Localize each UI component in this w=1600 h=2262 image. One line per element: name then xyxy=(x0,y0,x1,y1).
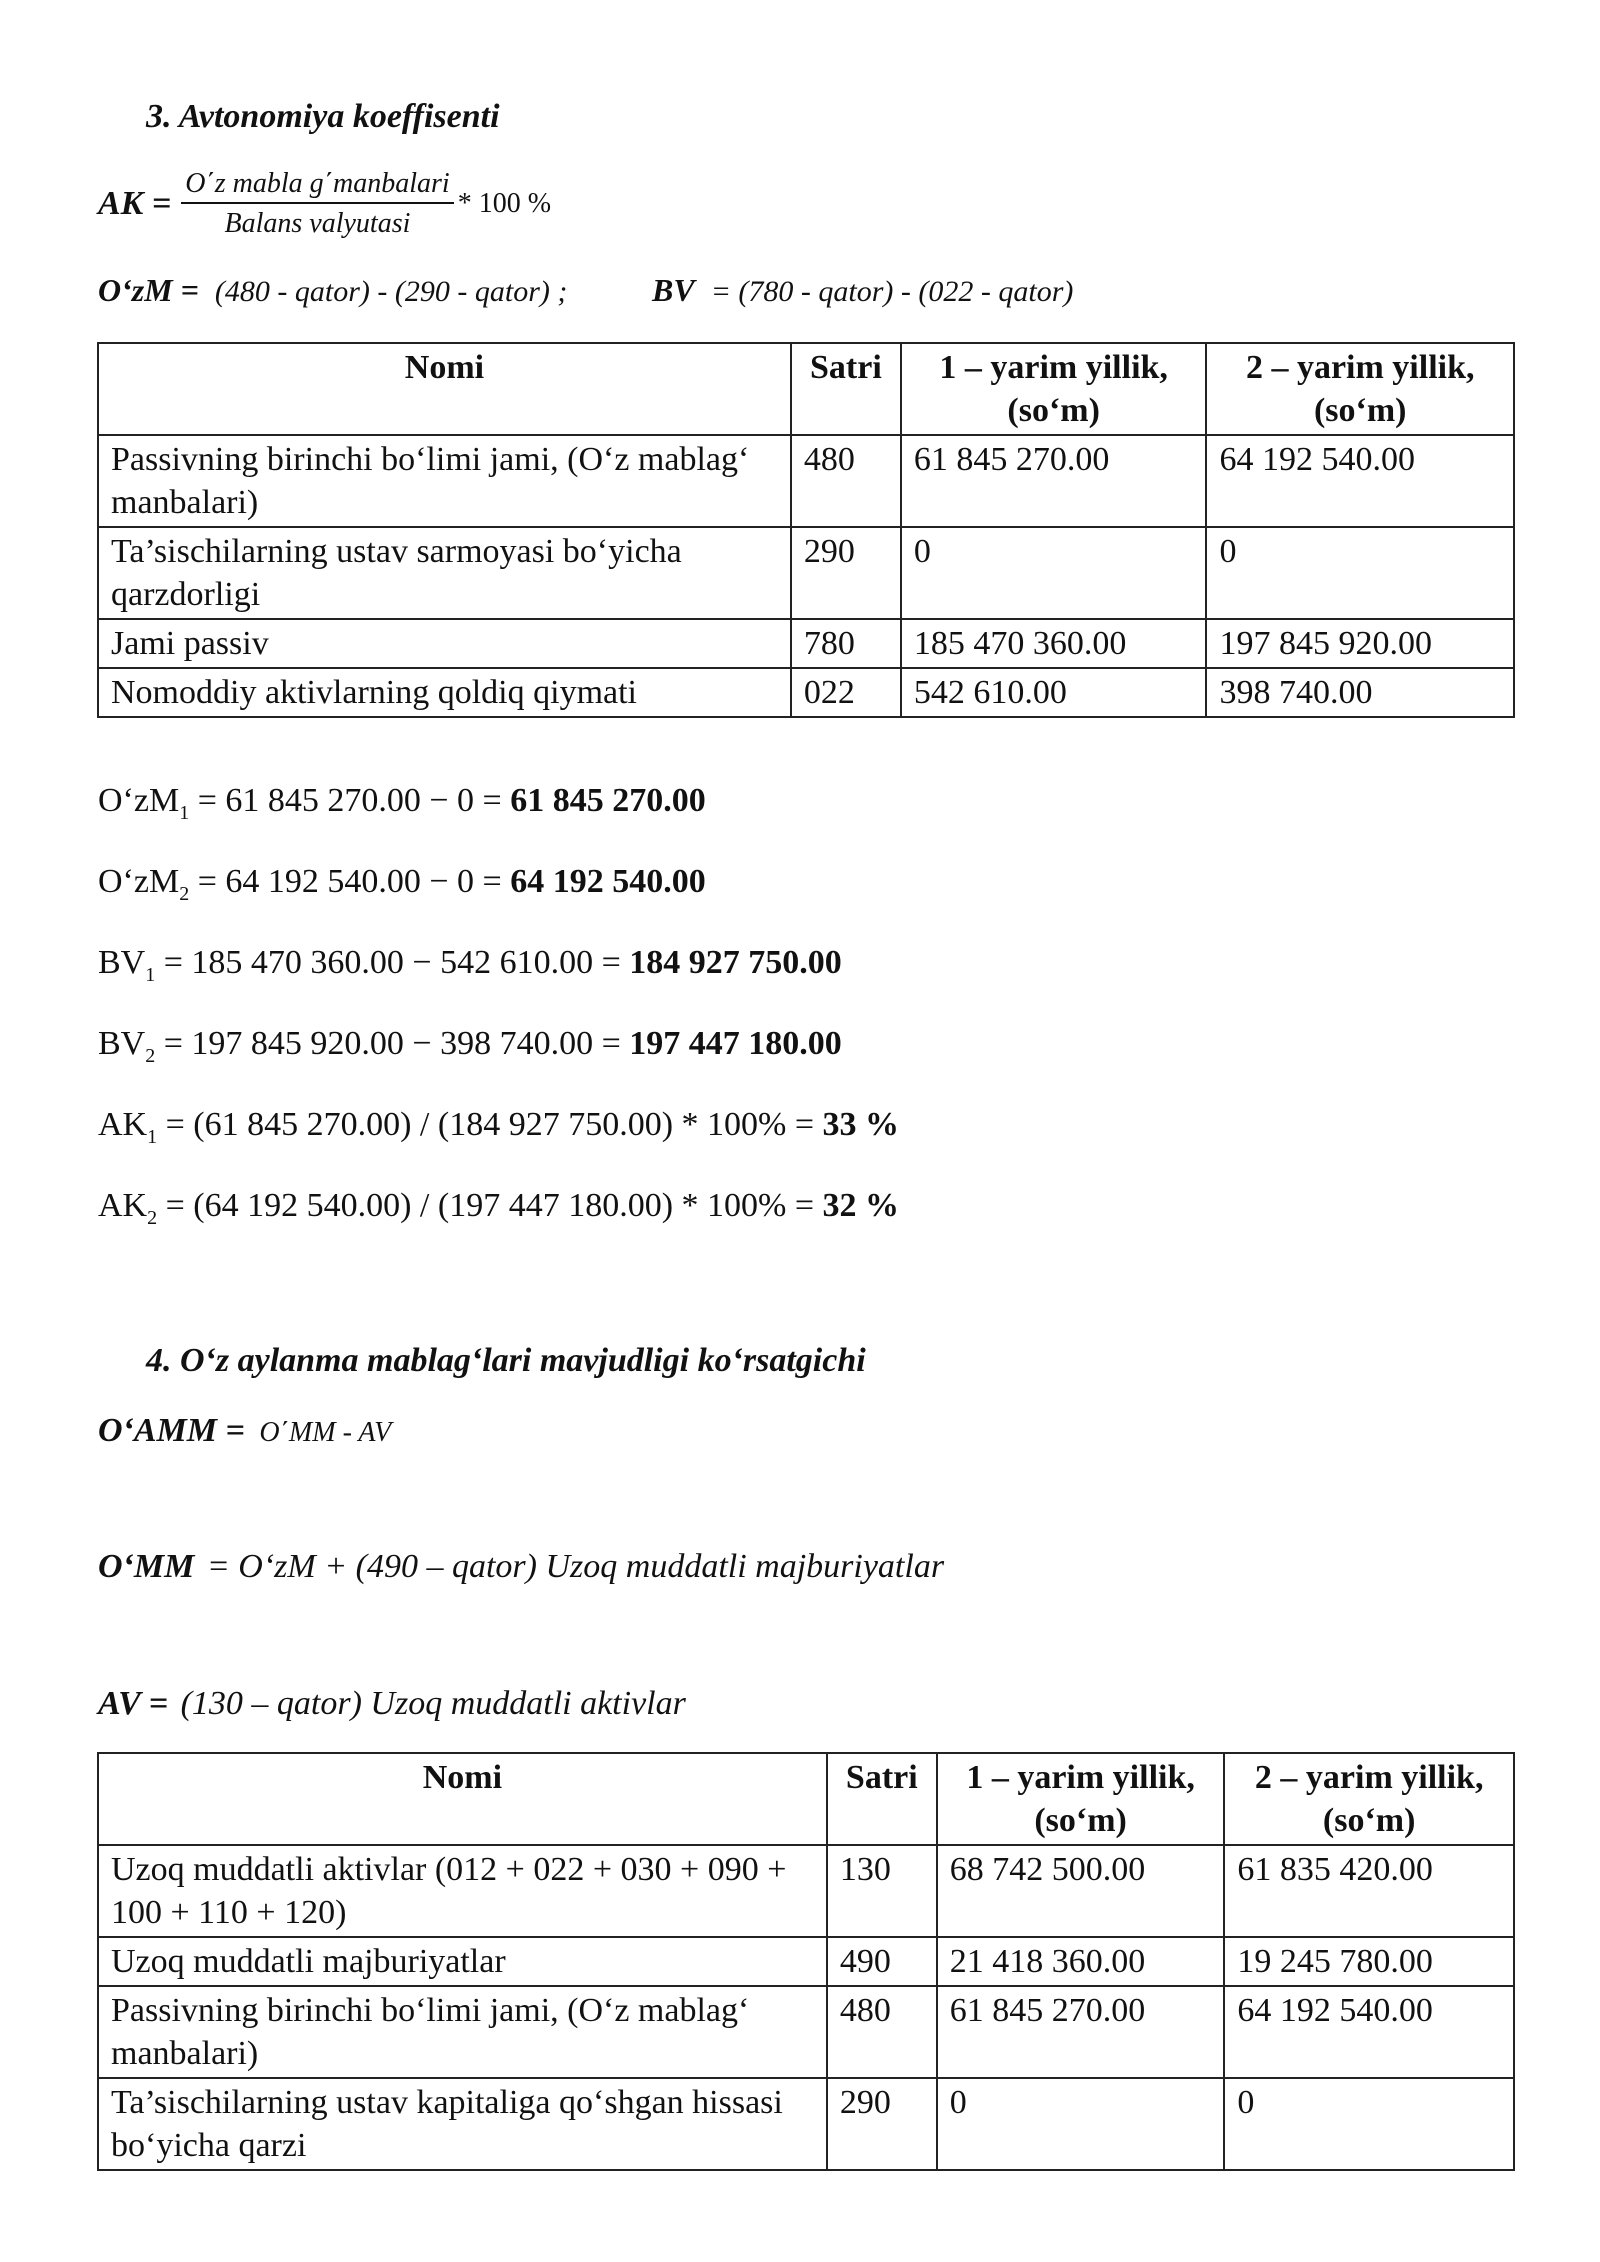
calc-sub: 1 xyxy=(179,801,190,824)
fraction-numerator: O΄z mabla g΄manbalari xyxy=(181,168,453,204)
table-1 xyxy=(97,342,1515,718)
cell-satri: 290 xyxy=(827,2078,937,2170)
table-row xyxy=(98,1986,1514,2078)
table-row xyxy=(98,619,1514,668)
cell-satri: 780 xyxy=(791,619,901,668)
ozm-expression: (480 - qator) - (290 - qator) ; xyxy=(214,275,568,308)
table-header-row xyxy=(98,343,1514,435)
oamm-formula xyxy=(98,1412,391,1450)
ozm-label: O‘zM = xyxy=(98,272,199,308)
calc-expr: = 61 845 270.00 − 0 = xyxy=(189,782,511,819)
calc-result: 33 % xyxy=(822,1106,900,1143)
av-label: AV = xyxy=(98,1685,169,1722)
ak-fraction xyxy=(181,168,453,240)
header-period-1: 1 – yarim yillik, (so‘m) xyxy=(901,343,1207,435)
cell-satri: 480 xyxy=(791,435,901,527)
calc-sub: 2 xyxy=(147,1206,158,1229)
cell-satri: 022 xyxy=(791,668,901,717)
cell-nomi: Nomoddiy aktivlarning qoldiq qiymati xyxy=(98,668,791,717)
ak-formula xyxy=(98,168,551,240)
cell-nomi: Ta’sischilarning ustav kapitaliga qo‘shgan hissasi bo‘yicha qarzi xyxy=(98,2078,827,2170)
calc-line-ozm-1 xyxy=(98,782,706,825)
header-period-1: 1 – yarim yillik, (so‘m) xyxy=(937,1753,1225,1845)
calc-expr: = (64 192 540.00) / (197 447 180.00) * 100% = xyxy=(157,1187,823,1224)
cell-period-2: 64 192 540.00 xyxy=(1206,435,1514,527)
table-row xyxy=(98,527,1514,619)
cell-period-1: 0 xyxy=(937,2078,1225,2170)
omm-expression: = O‘zM + (490 – qator) Uzoq muddatli majburiyatlar xyxy=(206,1548,945,1585)
calc-lhs: O‘zM xyxy=(98,863,180,900)
header-satri: Satri xyxy=(827,1753,937,1845)
oamm-label: O‘AMM = xyxy=(98,1412,245,1449)
cell-nomi: Passivning birinchi bo‘limi jami, (O‘z mablag‘ manbalari) xyxy=(98,1986,827,2078)
fraction-denominator: Balans valyutasi xyxy=(224,208,411,239)
cell-period-1: 21 418 360.00 xyxy=(937,1937,1225,1986)
calc-sub: 2 xyxy=(179,882,190,905)
calc-expr: = 64 192 540.00 − 0 = xyxy=(189,863,511,900)
header-period-2: 2 – yarim yillik, (so‘m) xyxy=(1224,1753,1514,1845)
section-3-heading: 3. Avtonomiya koeffisenti xyxy=(146,98,500,135)
cell-period-1: 542 610.00 xyxy=(901,668,1207,717)
ozm-bv-formula xyxy=(98,272,567,309)
calc-expr: = 197 845 920.00 − 398 740.00 = xyxy=(155,1025,630,1062)
omm-label: O‘MM xyxy=(98,1548,195,1585)
calc-line-bv-2 xyxy=(98,1025,842,1068)
table-row xyxy=(98,2078,1514,2170)
table-row xyxy=(98,435,1514,527)
bv-formula xyxy=(652,272,1073,309)
cell-nomi: Ta’sischilarning ustav sarmoyasi bo‘yicha qarzdorligi xyxy=(98,527,791,619)
calc-result: 197 447 180.00 xyxy=(629,1025,842,1062)
header-nomi: Nomi xyxy=(98,343,791,435)
cell-period-1: 61 845 270.00 xyxy=(901,435,1207,527)
header-nomi: Nomi xyxy=(98,1753,827,1845)
omm-formula xyxy=(98,1548,944,1586)
fraction-multiplier: * 100 % xyxy=(457,188,552,219)
calc-lhs: AK xyxy=(98,1187,148,1224)
cell-satri: 290 xyxy=(791,527,901,619)
table-2 xyxy=(97,1752,1515,2171)
cell-period-1: 68 742 500.00 xyxy=(937,1845,1225,1937)
calc-result: 32 % xyxy=(822,1187,900,1224)
cell-nomi: Uzoq muddatli majburiyatlar xyxy=(98,1937,827,1986)
av-expression: (130 – qator) Uzoq muddatli aktivlar xyxy=(180,1685,686,1722)
cell-period-2: 398 740.00 xyxy=(1206,668,1514,717)
table-row xyxy=(98,1937,1514,1986)
calc-lhs: O‘zM xyxy=(98,782,180,819)
calc-lhs: AK xyxy=(98,1106,148,1143)
calc-sub: 1 xyxy=(145,963,156,986)
cell-period-2: 61 835 420.00 xyxy=(1224,1845,1514,1937)
cell-nomi: Uzoq muddatli aktivlar (012 + 022 + 030 + 090 + 100 + 110 + 120) xyxy=(98,1845,827,1937)
cell-satri: 130 xyxy=(827,1845,937,1937)
cell-period-2: 197 845 920.00 xyxy=(1206,619,1514,668)
cell-nomi: Passivning birinchi bo‘limi jami, (O‘z mablag‘ manbalari) xyxy=(98,435,791,527)
cell-period-2: 0 xyxy=(1206,527,1514,619)
calc-sub: 2 xyxy=(145,1044,156,1067)
calc-line-bv-1 xyxy=(98,944,842,987)
calc-sub: 1 xyxy=(147,1125,158,1148)
calc-lhs: BV xyxy=(98,944,146,981)
table-row xyxy=(98,668,1514,717)
calc-line-ak-1 xyxy=(98,1106,899,1149)
cell-nomi: Jami passiv xyxy=(98,619,791,668)
calc-result: 184 927 750.00 xyxy=(629,944,842,981)
calc-line-ozm-2 xyxy=(98,863,706,906)
cell-period-2: 0 xyxy=(1224,2078,1514,2170)
ak-label: AK = xyxy=(98,185,172,222)
header-period-2: 2 – yarim yillik, (so‘m) xyxy=(1206,343,1514,435)
calc-line-ak-2 xyxy=(98,1187,899,1230)
calc-lhs: BV xyxy=(98,1025,146,1062)
cell-period-2: 64 192 540.00 xyxy=(1224,1986,1514,2078)
av-formula xyxy=(98,1685,686,1723)
table-row xyxy=(98,1845,1514,1937)
cell-period-1: 0 xyxy=(901,527,1207,619)
section-4-heading: 4. O‘z aylanma mablag‘lari mavjudligi ko‘rsatgichi xyxy=(146,1342,866,1379)
bv-label: BV xyxy=(652,272,695,308)
bv-expression: = (780 - qator) - (022 - qator) xyxy=(710,275,1074,308)
calc-expr: = 185 470 360.00 − 542 610.00 = xyxy=(155,944,630,981)
cell-satri: 480 xyxy=(827,1986,937,2078)
oamm-expression: O΄MM - AV xyxy=(259,1417,392,1448)
cell-period-1: 61 845 270.00 xyxy=(937,1986,1225,2078)
calc-result: 64 192 540.00 xyxy=(510,863,706,900)
cell-satri: 490 xyxy=(827,1937,937,1986)
header-satri: Satri xyxy=(791,343,901,435)
cell-period-2: 19 245 780.00 xyxy=(1224,1937,1514,1986)
table-header-row xyxy=(98,1753,1514,1845)
calc-result: 61 845 270.00 xyxy=(510,782,706,819)
calc-expr: = (61 845 270.00) / (184 927 750.00) * 100% = xyxy=(157,1106,823,1143)
cell-period-1: 185 470 360.00 xyxy=(901,619,1207,668)
